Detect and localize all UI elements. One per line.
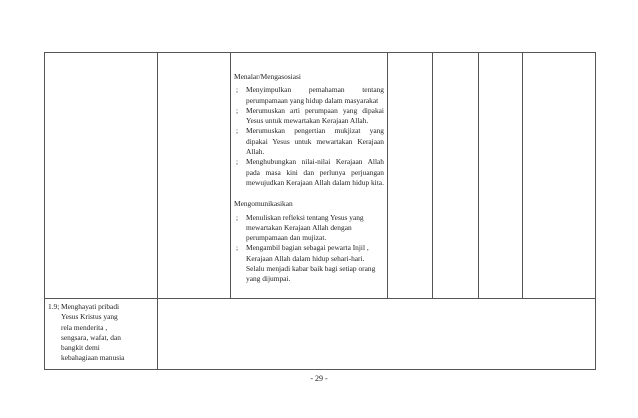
- competency-line: Menghayati pribadi: [61, 302, 120, 311]
- list-bullet: ;: [236, 105, 239, 115]
- list-item-text: Merumuskan arti perumpaan yang dipakai Yesus untuk mewartakan Kerajaan Allah.: [246, 105, 384, 126]
- list-item: [234, 126, 384, 157]
- communicating-heading: Mengomunikasikan: [234, 199, 293, 209]
- competency-number: 1.9;: [48, 302, 60, 311]
- list-item-text: Menyimpulkan pemahaman tentang perumpamaan yang hidup dalam masyarakat: [246, 85, 384, 105]
- competency-line: bangkit demi: [61, 343, 100, 353]
- list-item-text: Merumuskan pengertian mukjizat yang dipakai Yesus untuk mewartakan Kerajaan Allah.: [246, 126, 384, 157]
- basic-competency-cell: [44, 302, 157, 368]
- competency-line: kebahagiaan manusia: [61, 353, 125, 363]
- competency-line: sengsara, wafat, dan: [61, 332, 121, 342]
- table-border-right: [595, 52, 596, 370]
- list-item: [234, 213, 384, 244]
- competency-line: rela menderita ,: [61, 322, 108, 332]
- table-border-bottom: [44, 369, 596, 370]
- list-item-text: Menghubungkan nilai-nilai Kerajaan Allah pada masa kini dan perlunya perjuangan mewujudkan Kerajaan Allah dalam hidup kita.: [246, 157, 384, 187]
- reasoning-list: [234, 85, 384, 188]
- list-bullet: ;: [236, 157, 239, 167]
- row-divider: [44, 298, 596, 299]
- competency-line: Yesus Kristus yang: [61, 312, 118, 322]
- competency-text: [61, 302, 161, 364]
- column-divider: [230, 52, 231, 298]
- list-item: [234, 157, 384, 188]
- column-divider: [478, 52, 479, 298]
- list-item: [234, 106, 384, 127]
- reasoning-heading: Menalar/Mengasosiasi: [234, 72, 301, 81]
- page-number: - 29 -: [310, 374, 328, 383]
- list-item: [234, 85, 384, 106]
- curriculum-table: [44, 52, 596, 370]
- column-divider: [387, 52, 388, 298]
- column-divider: [432, 52, 433, 298]
- table-border-top: [44, 52, 596, 53]
- column-divider: [522, 52, 523, 298]
- list-bullet: ;: [236, 243, 239, 253]
- list-item: [234, 243, 384, 284]
- list-item-text: Menuliskan refleksi tentang Yesus yang mewartakan Kerajaan Allah dengan perumpamaan dan mujizat.: [246, 212, 364, 243]
- communicating-list: [234, 213, 384, 285]
- list-bullet: ;: [236, 212, 239, 222]
- list-item-text: Mengambil bagian sebagai pewarta Injil , Kerajaan Allah dalam hidup sehari-hari. Selalu menjadi kabar baik bagi setiap orang yang dijumpai.: [246, 243, 376, 284]
- list-bullet: ;: [236, 85, 239, 95]
- list-bullet: ;: [236, 126, 239, 136]
- learning-activities-cell: [234, 72, 384, 285]
